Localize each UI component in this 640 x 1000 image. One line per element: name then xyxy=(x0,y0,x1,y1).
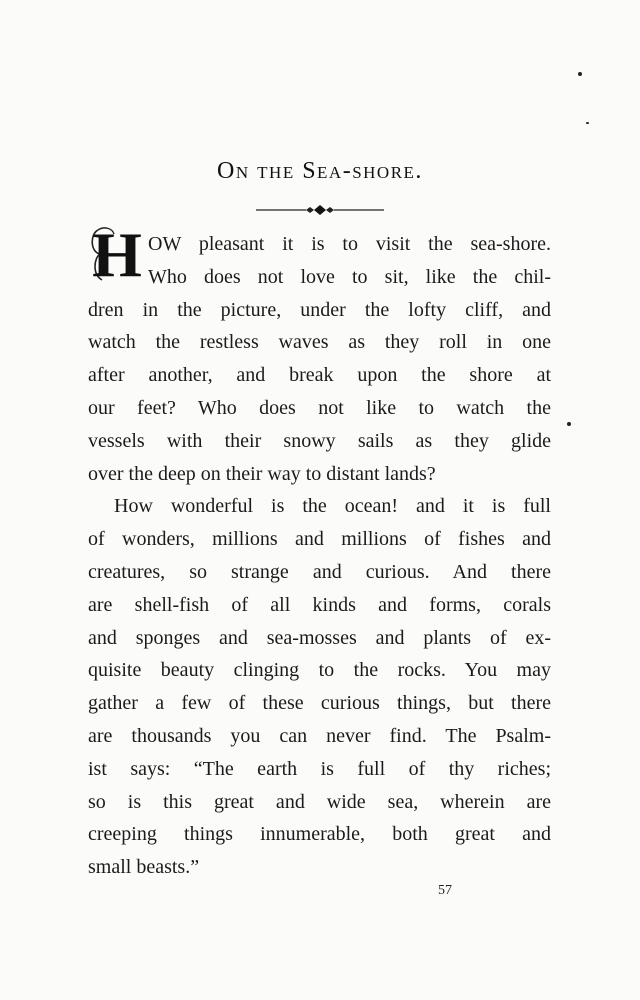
paragraph-line: dren in the picture, under the lofty cliff, and xyxy=(88,298,551,321)
drop-capital-letter: H xyxy=(92,219,142,290)
ink-speck xyxy=(567,422,571,426)
paragraph-line: OW pleasant it is to visit the sea-shore. xyxy=(148,233,551,255)
paragraph-line: and sponges and sea-mosses and plants of ex- xyxy=(88,626,551,649)
paragraph-line: vessels with their snowy sails as they glide xyxy=(88,429,551,452)
body-text xyxy=(88,228,551,884)
ink-speck xyxy=(586,122,589,124)
paragraph-line: are thousands you can never find. The Psalm- xyxy=(88,724,551,747)
paragraph-line: watch the restless waves as they roll in one xyxy=(88,331,551,354)
ink-speck xyxy=(578,72,582,76)
paragraph-line: How wonderful is the ocean! and it is full xyxy=(114,495,551,518)
paragraph-line: creeping things innumerable, both great and xyxy=(88,823,551,846)
paragraph-line: are shell-fish of all kinds and forms, corals xyxy=(88,593,551,616)
paragraph-line: small beasts.” xyxy=(88,856,200,879)
page-number: 57 xyxy=(438,883,452,898)
chapter-title: On the Sea-shore. xyxy=(217,158,423,184)
paragraph-line: gather a few of these curious things, but there xyxy=(88,692,551,715)
paragraph-line: after another, and break upon the shore at xyxy=(88,364,551,387)
title-ornament xyxy=(254,200,386,220)
paragraph-line: ist says: “The earth is full of thy riches; xyxy=(88,757,551,780)
paragraph-line: so is this great and wide sea, wherein are xyxy=(88,790,551,813)
paragraph-line: quisite beauty clinging to the rocks. You may xyxy=(88,659,551,682)
paragraph-line: over the deep on their way to distant lands? xyxy=(88,462,436,485)
paragraph-line: Who does not love to sit, like the chil- xyxy=(148,265,551,288)
paragraph-line: our feet? Who does not like to watch the xyxy=(88,396,551,419)
paragraph-line: of wonders, millions and millions of fishes and xyxy=(88,528,551,551)
paragraph-line: creatures, so strange and curious. And there xyxy=(88,560,551,583)
